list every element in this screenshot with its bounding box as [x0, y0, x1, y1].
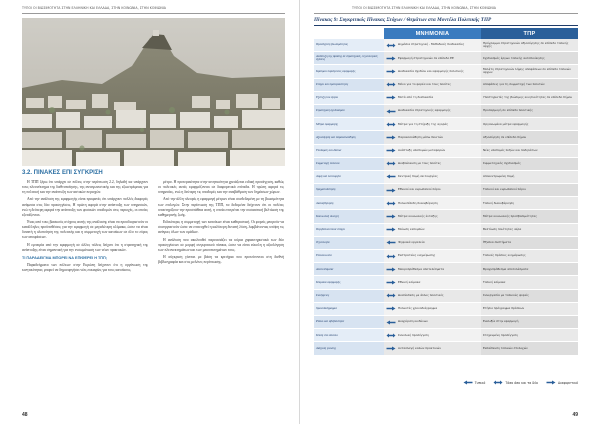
table-row — [314, 158, 578, 171]
header-column-a: ΜΝΗΜΟΝΙΑ — [384, 28, 481, 39]
criterion-cell: Αποτελέσματα — [314, 263, 384, 276]
arrow-right-icon — [386, 148, 396, 153]
table-body — [314, 39, 578, 356]
column-a-text: Εφαρμογή στρατηγικών σε επίπεδο ΕΕ — [398, 55, 454, 60]
arrow-left-icon — [386, 109, 396, 114]
header-column-b: ΤΠΡ — [481, 28, 578, 39]
column-b-cell: Έξυπνα συστήματα — [481, 237, 578, 250]
column-a-text: Εθνικοί και ευρωπαϊκοί πόροι — [398, 187, 441, 192]
table-header-row — [314, 28, 578, 39]
running-rule-right — [314, 13, 578, 14]
column-b-cell: Μελέτη στρατηγικών λήψης αποφάσεων σε επίπεδο τοπικών αρχών — [481, 65, 578, 78]
column-a-cell — [384, 237, 481, 250]
criterion-cell: Συμμετοχή πολιτών — [314, 158, 384, 171]
arrow-left-icon — [386, 174, 396, 179]
criterion-cell: Περιβαλλοντικοί στόχοι — [314, 224, 384, 237]
criterion-cell: Επικοινωνία — [314, 250, 384, 263]
arrow-right-icon — [386, 280, 396, 285]
column-a-cell — [384, 210, 481, 223]
legend-label: Τυπικό — [474, 380, 486, 385]
column-a-text: Ανάπτυξη υποδομών μεταφορών — [398, 147, 446, 152]
column-a-cell — [384, 184, 481, 197]
column-a-cell — [384, 105, 481, 118]
criterion-cell: Κλίμακα εφαρμογής — [314, 276, 384, 289]
column-a-text: Μόνο για το φορέα και τους πολίτες — [398, 81, 451, 86]
column-b-cell: Τοπική κλίμακα — [481, 276, 578, 289]
column-a-text: Συνολική προσέγγιση — [398, 332, 429, 337]
column-a-cell — [384, 145, 481, 158]
arrow-both-icon — [386, 43, 396, 48]
criterion-cell: Υποδομές και δίκτυα — [314, 145, 384, 158]
criterion-cell: Ρίσκο και αβεβαιότητα — [314, 316, 384, 329]
column-a-text: Ψηφιακά εργαλεία — [398, 240, 425, 245]
page-number-right: 49 — [572, 412, 578, 418]
column-b-cell: Βραχυπρόθεσμα αποτελέσματα — [481, 263, 578, 276]
criterion-cell: Αξιολόγηση και παρακολούθηση — [314, 131, 384, 144]
table-row — [314, 263, 578, 276]
column-a-text: Εκστρατείες ενημέρωσης — [398, 253, 436, 258]
table-title: Πίνακας 9: Συγκριτικός Πίνακας Στόχων / Θεμάτων στα Μοντέλα Πολιτικής ΤΠΡ — [314, 17, 578, 26]
paragraph: μέτρο. Η προτεραιότητα στην κινητικότητα χρειάζεται ειδική προσέγγιση, καθώς οι πολιτικές αυτές εφαρμόζονται σε διαφορετικά επίπεδα. Η πρώτη αφορά τις υπηρεσίες, ενώ η δεύτερη τις υποδομές και την αναβάθμιση των δημόσιων χώρων. — [158, 180, 284, 195]
paragraph: Ειδικότερα, η συμμετοχή των κατοίκων είναι καθοριστική. Οι φορείς μπορούν να συνεργαστούν ώστε να επιτευχθεί η καλύτερη δυνατή λύση, λαμβάνοντας υπόψη τις ανάγκες όλων των ομάδων. — [158, 220, 284, 235]
table-row — [314, 237, 578, 250]
table-row — [314, 65, 578, 78]
column-a-text: Παρακολούθηση μέσω δεικτών — [398, 134, 443, 139]
column-a-cell — [384, 197, 481, 210]
column-b-cell: Πρόγραμμα στρατηγικών Αξιολόγησης σε επίπεδο τοπικής αρχής — [481, 39, 578, 52]
table-row — [314, 329, 578, 342]
arrow-right-icon — [386, 56, 396, 61]
column-a-text: Διασύνδεση με άλλες πολιτικές — [398, 292, 444, 297]
arrow-left-icon — [386, 240, 396, 245]
table-row — [314, 276, 578, 289]
table-row — [314, 224, 578, 237]
legend-label: Διαφορετικό — [558, 380, 578, 385]
criterion-cell: Μέτρα εφαρμογής — [314, 118, 384, 131]
table-row — [314, 79, 578, 92]
paragraph: Παραδείγματα των πόλεων στην Ευρώπη δείχνουν ότι η οργάνωση της κινητικότητας μπορεί να δημιουργήσει νέες ευκαιρίες για τους κατοίκους. — [22, 262, 148, 272]
column-b-cell: Συνεργασία με τοπικούς φορείς — [481, 290, 578, 303]
column-a-cell — [384, 92, 481, 105]
paragraph: Ένας από τους βασικούς στόχους αυτής της ανάλυσης είναι να προσδιοριστούν οι κατάλληλες προϋποθέσεις για την εφαρμογή σε μεγαλύτερη κλίμακα, ώστε να είναι δυνατή η υλοποίηση της πολιτικής και η συμμετοχή των κατοίκων σε όλο το εύρος των αποφάσεων. — [22, 220, 148, 240]
column-b-cell: Συμμετοχικός σχεδιασμός — [481, 158, 578, 171]
table-row — [314, 105, 578, 118]
paragraph: Από την ανάλυση της εφαρμογής είναι προφανές ότι υπάρχουν πολλές διαφορές ανάμεσα στις δύο προσεγγίσεις. Η πρώτη αφορά στην ανάπτυξη των υπηρεσιών, ενώ η δεύτερη αφορά την ανάπτυξη των φυσικών υποδομών στις περιοχές, οι οποίες εξετάζονται. — [22, 197, 148, 217]
column-a-cell — [384, 290, 481, 303]
column-a-text: Διαχείριση κινδύνων — [398, 319, 428, 324]
column-b-cell: Προσαρμογή σε επίπεδο πολιτικής — [481, 105, 578, 118]
arrow-both-icon — [386, 82, 396, 87]
column-a-cell — [384, 39, 481, 52]
column-a-text: Διαδικασία σχεδίου και εφαρμογής πολιτικής — [398, 68, 464, 73]
column-b-cell: Σχεδιασμός έργων τοπικής αυτοδιοίκησης — [481, 52, 578, 65]
column-b-cell: Ετήσιο πρόγραμμα δράσεων — [481, 303, 578, 316]
table-row — [314, 52, 578, 65]
table-row — [314, 131, 578, 144]
column-a-cell — [384, 316, 481, 329]
criterion-cell: Εξέλιξη του έργου — [314, 92, 384, 105]
criterion-cell: Χρονοδιάγραμμα — [314, 303, 384, 316]
column-b-cell: Αξιολόγηση σε επίπεδο δήμου — [481, 131, 578, 144]
arrow-left-icon — [386, 320, 396, 325]
table-row — [314, 303, 578, 316]
running-rule-left — [22, 13, 285, 14]
column-b-cell: Μέτρα κοινωνικής προσβασιμότητας — [481, 210, 578, 223]
text-column-a — [22, 180, 148, 275]
table-row — [314, 342, 578, 355]
table-row — [314, 210, 578, 223]
legend-label: Τόσο όσο και τα δύο — [505, 380, 538, 385]
arrow-right-icon — [386, 346, 396, 351]
column-a-text: Μέτρα κοινωνικής ένταξης — [398, 213, 438, 218]
column-a-cell — [384, 118, 481, 131]
table-row — [314, 184, 578, 197]
column-a-cell — [384, 158, 481, 171]
column-a-text: Μακροπρόθεσμα αποτελέσματα — [398, 266, 445, 271]
table-row — [314, 171, 578, 184]
page-number-left: 48 — [22, 412, 28, 418]
column-a-text: Μείωση εκπομπών — [398, 227, 425, 232]
column-b-cell: Τοπικοί και ευρωπαϊκοί πόροι — [481, 184, 578, 197]
arrow-both-icon — [386, 254, 396, 259]
column-b-cell: Στοχευμένη προσέγγιση — [481, 329, 578, 342]
column-b-cell: Τοπική διακυβέρνηση — [481, 197, 578, 210]
column-a-cell — [384, 224, 481, 237]
table-row — [314, 250, 578, 263]
arrow-both-icon — [493, 380, 503, 385]
arrow-both-icon — [386, 333, 396, 338]
column-a-cell — [384, 329, 481, 342]
arrow-right-icon — [546, 380, 556, 385]
arrow-left-icon — [463, 380, 473, 385]
criterion-cell: Κλίση στο σύνολο — [314, 329, 384, 342]
paragraph: Η ΤΠΠ ξέρω ότι υπάρχει σε πόλεις στην περίπτωση 2.2, δηλαδή κα υπάρχουν τους πλεονέκτημα της διεθνοποίησης, της ανταγωνιστικής και της εξωστρέφειας για τη πολιτική και την ανάπτυξη των αστικών περιοχών. — [22, 180, 148, 195]
arrow-both-icon — [386, 201, 396, 206]
column-a-text: Εθνική κλίμακα — [398, 279, 421, 284]
section-heading: 3.2. ΠΙΝΑΚΕΣ ΕΠΙ ΣΥΓΚΡΙΣΗ — [22, 170, 103, 176]
criterion-cell: Στόχοι και προτεραιότητες — [314, 79, 384, 92]
column-b-cell: Αποφάσεις για τη συμμετοχή των πολιτών — [481, 79, 578, 92]
column-b-cell: Τοπικές δράσεις ενημέρωσης — [481, 250, 578, 263]
column-b-cell: Βελτίωση ποιότητας αέρα — [481, 224, 578, 237]
arrow-right-icon — [386, 306, 396, 311]
column-b-cell: Αποκεντρωμένη δομή — [481, 171, 578, 184]
paragraph: Η εμπειρία από την εφαρμογή σε άλλες πόλεις δείχνει ότι η στρατηγική της ανάπτυξης είναι σημαντική για την ενσωμάτωση των νέων πρακτικών. — [22, 242, 148, 252]
column-b-cell: Οργανωμένα μέτρα εφαρμογής — [481, 118, 578, 131]
arrow-right-icon — [386, 69, 396, 74]
table-row — [314, 92, 578, 105]
arrow-both-icon — [386, 161, 396, 166]
column-a-cell — [384, 131, 481, 144]
column-a-text: Πολυεπίπεδη διακυβέρνηση — [398, 200, 438, 205]
sub-heading: ΤΙ ΠΑΡΑΔΕΙΓΜΑ ΜΠΟΡΕΙ ΝΑ ΕΠΙΦΕΡΕΙ Η ΤΠΠ; — [22, 255, 108, 260]
column-b-cell: Εκπαίδευση τοπικών στελεχών — [481, 342, 578, 355]
column-a-cell — [384, 263, 481, 276]
arrow-both-icon — [386, 293, 396, 298]
column-a-text: Ανταλλαγή καλών πρακτικών — [398, 345, 441, 350]
arrow-right-icon — [386, 135, 396, 140]
column-a-cell — [384, 342, 481, 355]
column-b-cell: Υποστηρικτές της βιώσιμης κινητικότητας σε επίπεδο δήμου — [481, 92, 578, 105]
column-a-text: Διαδικασία στρατηγικής εφαρμογής — [398, 108, 451, 113]
criterion-cell: Κοινωνική συνοχή — [314, 210, 384, 223]
legend-item — [546, 380, 578, 385]
table-row — [314, 197, 578, 210]
right-page — [300, 0, 600, 424]
column-a-text: Μετά από τη διαδικασία — [398, 95, 434, 100]
table-legend — [314, 380, 578, 385]
column-a-text: Κεντρική δομή λειτουργίας — [398, 174, 438, 179]
paragraph: Από την άλλη πλευρά, η εφαρμογή μέτρων είναι συνδεδεμένη με τη βιωσιμότητα των επιλογών. Στην περίπτωση της ΤΠΠ, τα δεδομένα δείχνουν ότι οι πολίτες υποστηρίζουν την προσπάθεια αυτή, η οποία επιτρέπει την ουσιαστική βελτίωση της καθημερινής ζωής. — [158, 197, 284, 217]
city-photo-illustration — [22, 18, 285, 166]
criterion-cell: Δομή και λειτουργία — [314, 171, 384, 184]
arrow-right-icon — [386, 95, 396, 100]
column-a-text: Διαβούλευση με τους πολίτες — [398, 161, 441, 166]
column-a-text: Πολυετές χρονοδιάγραμμα — [398, 306, 438, 311]
criterion-cell: Στρατηγική σχεδιασμού — [314, 105, 384, 118]
arrow-right-icon — [386, 188, 396, 193]
paragraph: Η ανάλυση που ακολουθεί παρουσιάζει τα κύρια χαρακτηριστικά των δύο προσεγγίσεων σε μορφή συγκριτικού πίνακα, ώστε να είναι εύκολη η αξιολόγηση των πλεονεκτημάτων και των μειονεκτημάτων τους. — [158, 237, 284, 252]
running-head-right: ΤΥΠΟΙ ΟΙ ΒΙΩΣΙΜΟΤΗΤΑ ΣΤΗΝ ΕΛΛΗΝΙΚΗ ΚΑΙ ΕΛΛΑΔΑ, ΣΤΗΝ ΚΟΙΝΩΝΙΑ, ΣΤΗΝ ΚΟΙΝΩΝΙΑ — [352, 6, 497, 10]
column-b-cell: Ευελιξία στην εφαρμογή — [481, 316, 578, 329]
column-a-text: Δημόσια στρατηγική - Μεθοδικές διαδικασίες — [398, 42, 465, 47]
column-a-cell — [384, 65, 481, 78]
legend-item — [463, 380, 486, 385]
criterion-cell: Διάχυση γνώσης — [314, 342, 384, 355]
arrow-both-icon — [386, 122, 396, 127]
column-a-cell — [384, 79, 481, 92]
table-row — [314, 290, 578, 303]
arrow-right-icon — [386, 267, 396, 272]
column-a-cell — [384, 276, 481, 289]
header-blank — [314, 28, 384, 39]
arrow-right-icon — [386, 227, 396, 232]
legend-item — [493, 380, 538, 385]
criterion-cell: Διακυβέρνηση — [314, 197, 384, 210]
table-row — [314, 316, 578, 329]
criterion-cell: Συνέργειες — [314, 290, 384, 303]
table-row — [314, 39, 578, 52]
running-head-left: ΤΥΠΟΙ ΟΙ ΒΙΩΣΙΜΟΤΗΤΑ ΣΤΗΝ ΕΛΛΗΝΙΚΗ ΚΑΙ ΕΛΛΑΔΑ, ΣΤΗΝ ΚΟΙΝΩΝΙΑ, ΣΤΗΝ ΚΟΙΝΩΝΙΑ — [22, 6, 167, 10]
text-column-b — [158, 180, 284, 267]
table-row — [314, 145, 578, 158]
criterion-cell: Κρίσιμοι παράγοντες εφαρμογής — [314, 65, 384, 78]
criterion-cell: Χρηματοδότηση — [314, 184, 384, 197]
criterion-cell: Τεχνολογία — [314, 237, 384, 250]
criterion-cell: Προσέγγιση βιωσιμότητας — [314, 39, 384, 52]
column-a-cell — [384, 303, 481, 316]
criterion-cell: Ανάπτυξη της δράσης σε στρατηγικές, τεχνολογικές σχέσεις — [314, 52, 384, 65]
comparison-table — [314, 28, 578, 356]
column-a-cell — [384, 250, 481, 263]
column-a-cell — [384, 171, 481, 184]
table-row — [314, 118, 578, 131]
city-photo — [22, 18, 285, 166]
column-a-cell — [384, 52, 481, 65]
column-a-text: Μέτρα για τη στήριξη της αγοράς — [398, 121, 449, 126]
arrow-right-icon — [386, 214, 396, 219]
paragraph: Η σύγκριση γίνεται με βάση τα κριτήρια που προτείνονται στη διεθνή βιβλιογραφία και στις μελέτες περίπτωσης. — [158, 254, 284, 265]
column-b-cell: Νέες υποδομές πεζών και ποδηλάτων — [481, 145, 578, 158]
